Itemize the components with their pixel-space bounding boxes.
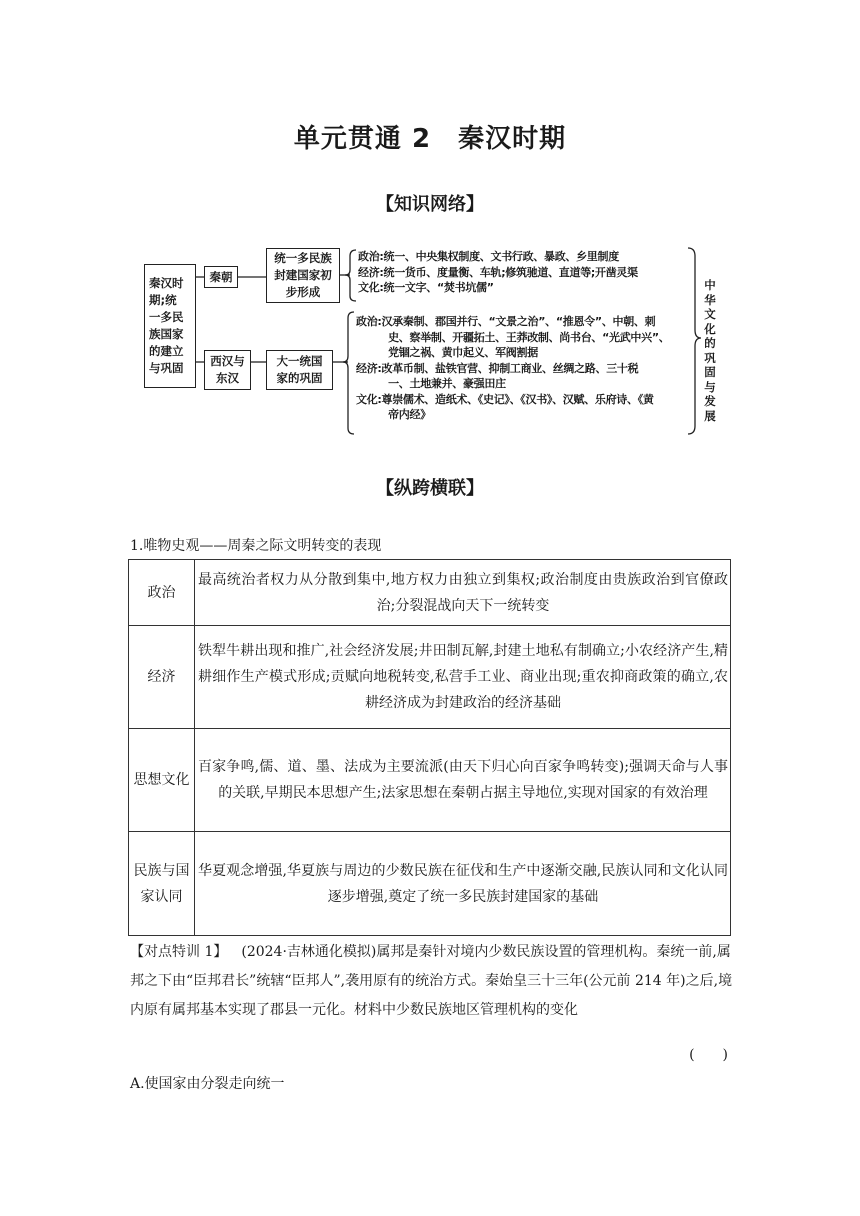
table-row [129,560,731,626]
qin-stage-line: 封建国家初 [274,268,332,282]
root-line: 一多民 [149,310,184,324]
han-stage-node [266,350,333,390]
han-label-line: 东汉 [216,371,239,385]
row-key: 政治 [129,560,195,626]
knowledge-network-diagram [140,240,720,440]
exercise-paragraph [130,938,734,1025]
comparison-table [128,559,731,936]
row-key: 思想文化 [129,729,195,832]
root-line: 与巩固 [149,361,184,375]
table-row [129,832,731,936]
row-key: 民族与国家认同 [129,832,195,936]
han-stage-line: 家的巩固 [276,371,323,385]
root-line: 期;统 [149,293,177,307]
row-value: 百家争鸣,儒、道、墨、法成为主要流派(由天下归心向百家争鸣转变);强调天命与人事的关联,早期民本思想产生;法家思想在秦朝占据主导地位,实现对国家的有效治理 [195,729,731,832]
answer-blank: ( ) [689,1047,728,1063]
han-detail-line: 帝内经》 [356,408,431,421]
exercise-text: 属邦是秦针对境内少数民族设置的管理机构。秦统一前,属邦之下由“臣邦君长”统辖“臣邦人”,袭用原有的统治方式。秦始皇三十三年(公元前 214 年)之后,境内原有属邦基本实现了郡县一元化。材料中少数民族地区管理机构的变化 [130,944,733,1018]
root-line: 秦汉时 [149,276,184,290]
row-value: 铁犁牛耕出现和推广,社会经济发展;井田制瓦解,封建土地私有制确立;小农经济产生,精耕细作生产模式形成;贡赋向地税转变,私营手工业、商业出现;重农抑商政策的确立,农耕经济成为封建政治的经济基础 [195,626,731,729]
root-node [144,264,196,388]
han-detail-line: 史、察举制、开疆拓土、王莽改制、尚书台、“光武中兴”、 [356,330,670,344]
row-value: 华夏观念增强,华夏族与周边的少数民族在征伐和生产中逐渐交融,民族认同和文化认同逐步增强,奠定了统一多民族封建国家的基础 [195,832,731,936]
section-heading-network: 【知识网络】 [376,194,484,215]
qin-details [358,249,638,296]
qin-detail-economy: 经济:统一货币、度量衡、车轨;修筑驰道、直道等;开凿灵渠 [358,265,638,279]
qin-detail-politics: 政治:统一、中央集权制度、文书行政、暴政、乡里制度 [358,250,619,263]
root-line: 族国家 [149,327,184,341]
han-detail-line: 政治:汉承秦制、郡国并行、“文景之治”、“推恩令”、中朝、刺 [356,315,656,328]
qin-stage-line: 步形成 [285,285,321,299]
comparison-intro: 1.唯物史观——周秦之际文明转变的表现 [130,538,382,554]
qin-stage-node [266,248,340,303]
option-a[interactable]: A.使国家由分裂走向统一 [130,1076,285,1092]
han-detail-line: 党锢之祸、黄巾起义、军阀割据 [356,346,538,359]
han-details [356,314,669,423]
page-title: 单元贯通 2 秦汉时期 [293,124,567,154]
han-detail-line: 一、土地兼并、豪强田庄 [356,377,506,390]
row-value: 最高统治者权力从分散到集中,地方权力由独立到集权;政治制度由贵族政治到官僚政治;分裂混战向天下一统转变 [195,560,731,626]
han-label-line: 西汉与 [210,354,245,368]
row-key: 经济 [129,626,195,729]
root-line: 的建立 [149,344,184,358]
qin-detail-culture: 文化:统一文字、“焚书坑儒” [358,281,494,294]
han-dynasty-node [204,350,251,390]
han-detail-line: 经济:改革币制、盐铁官营、抑制工商业、丝绸之路、三十税 [356,361,639,375]
exercise-label: 【对点特训 1】 [130,944,228,960]
section-heading-cross: 【纵跨横联】 [376,478,484,499]
han-stage-line: 大一统国 [276,354,323,368]
han-detail-line: 文化:尊崇儒术、造纸术、《史记》、《汉书》、汉赋、乐府诗、《黄 [356,392,654,406]
qin-stage-line: 统一多民族 [274,251,332,265]
exercise-source: (2024·吉林通化模拟) [241,944,377,960]
table-row [129,729,731,832]
qin-dynasty-node: 秦朝 [204,266,238,288]
table-row [129,626,731,729]
result-vertical-text: 中华文化的巩固与发展 [704,278,716,423]
